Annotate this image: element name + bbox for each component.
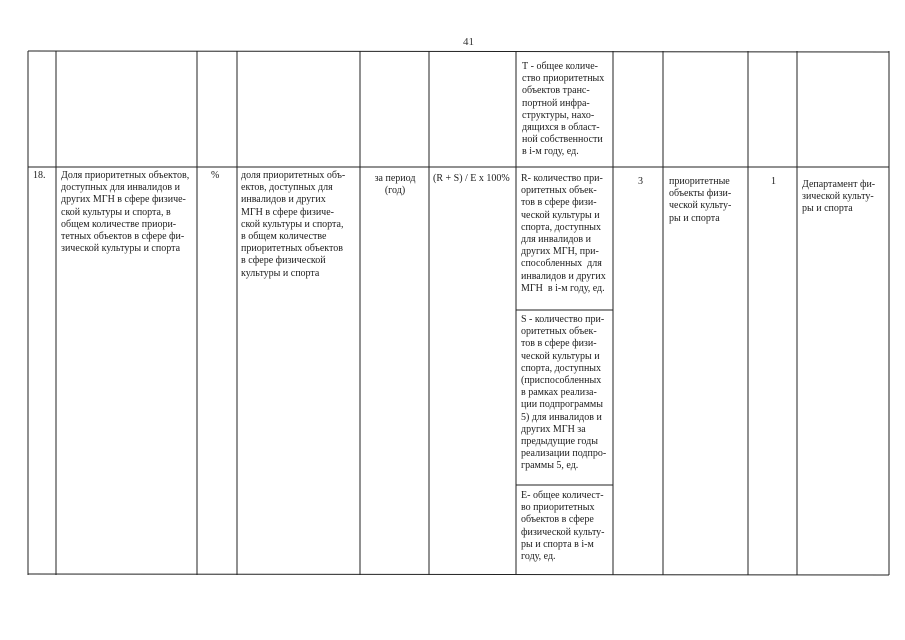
row-number: 18. xyxy=(33,170,46,181)
formula-component-e: Е- общее количест- во приоритетных объектов в сфере физической культу- ры и спорта в i-м году, ед. xyxy=(521,490,605,563)
period: за период (год) xyxy=(374,173,416,197)
indicator-definition: доля приоритетных объ- ектов, доступных для инвалидов и других МГН в сфере физиче- ской культуры и спорта, в общем количестве приоритетных объектов в сфере физической культуры и спорта xyxy=(241,170,346,279)
responsible-department: Департамент фи- зической культу- ры и спорта xyxy=(802,179,876,215)
formula-component-s: S - количество при- оритетных объек- тов в сфере физи- ческой культуры и спорта, доступных (приспособленных в рамках реализа- ции подпрограммы 5) для инвалидов и других МГН за предыдущие годы реализации подпро- граммы 5, ед. xyxy=(521,314,607,472)
page-number: 41 xyxy=(463,36,474,48)
table-bottom-border xyxy=(28,574,889,575)
observation-unit: приоритетные объекты физи- ческой культу- ры и спорта xyxy=(669,176,732,224)
formula-component-t: Т - общее количе- ство приоритетных объектов транс- портной инфра- структуры, нахо- дящихся в област- ной собственности в i-м году, ед. xyxy=(522,61,605,158)
table-top-border xyxy=(28,51,889,52)
unit: % xyxy=(211,170,220,181)
method-code: 3 xyxy=(638,176,643,187)
formula-component-r: R- количество при- оритетных объек- тов в сфере физи- ческой культуры и спорта, доступных для инвалидов и других МГН, при- способленных для инвалидов и других МГН в i-м году, ед. xyxy=(521,173,606,294)
formula: (R + S) / E x 100% xyxy=(433,173,510,184)
indicator-name: Доля приоритетных объектов, доступных для инвалидов и других МГН в сфере физиче- ской культуры и спорта, в общем количестве приори- тетных объектов в сфере фи- зической культуры и спорта xyxy=(61,170,190,255)
coverage-code: 1 xyxy=(771,176,776,187)
